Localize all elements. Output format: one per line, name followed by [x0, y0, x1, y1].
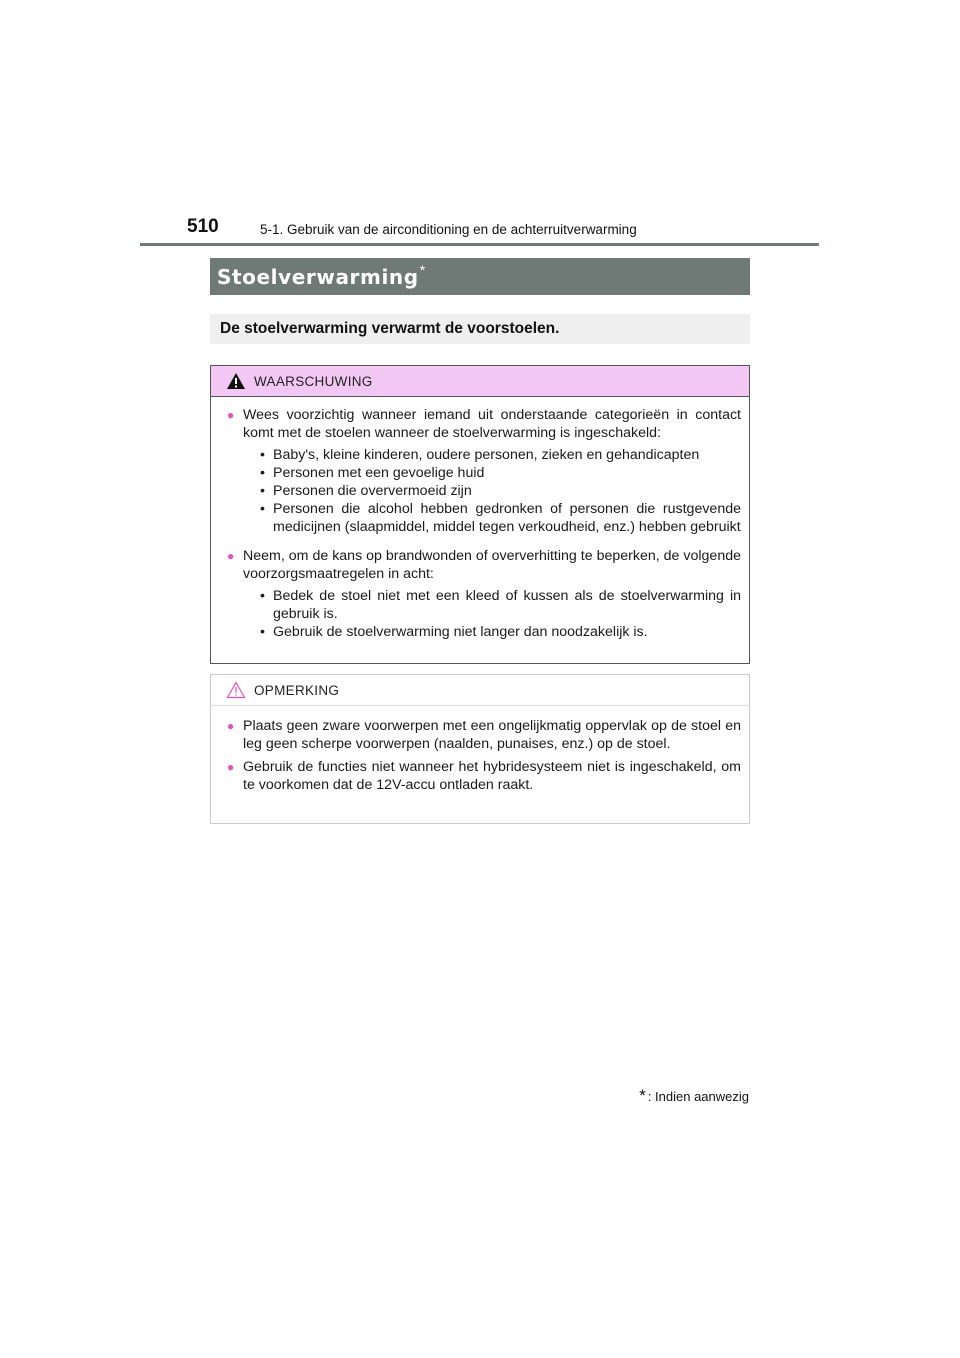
bullet-icon: ● [227, 719, 235, 733]
warning-item-text: Neem, om de kans op brandwonden of oververhitting te beperken, de volgende voorzorgsmaatregelen in acht: [243, 548, 741, 582]
list-item: • Gebruik de stoelverwarming niet langer dan noodzakelijk is. [260, 624, 648, 640]
list-item: • Personen die oververmoeid zijn [260, 483, 472, 499]
list-item: • Baby's, kleine kinderen, oudere personen, zieken en gehandicapten [260, 447, 700, 463]
list-item: • Personen die alcohol hebben gedronken of personen die rustgevende medicijnen (slaapmiddel, middel tegen verkoudheid, enz.) hebben gebruikt [260, 501, 741, 535]
intro-box [210, 314, 750, 344]
intro-text: De stoelverwarming verwarmt de voorstoelen. [220, 320, 560, 337]
note-item-text: Gebruik de functies niet wanneer het hybridesysteem niet is ingeschakeld, om te voorkomen dat de 12V-accu ontladen raakt. [243, 759, 741, 793]
warning-item [227, 406, 741, 542]
page-title-bar [210, 258, 750, 295]
footnote-text: : Indien aanwezig [647, 1088, 749, 1104]
warning-box [210, 365, 750, 664]
note-box [210, 674, 750, 824]
warning-sublist [243, 587, 741, 641]
note-body [211, 706, 749, 794]
warning-triangle-icon [226, 372, 246, 390]
note-item-text: Plaats geen zware voorwerpen met een ongelijkmatig oppervlak op de stoel en leg geen scherpe voorwerpen (naalden, punaises, enz.) op de stoel. [243, 718, 741, 752]
list-item: • Personen met een gevoelige huid [260, 465, 485, 481]
warning-item [227, 547, 741, 647]
warning-item-text: Wees voorzichtig wanneer iemand uit onderstaande categorieën in contact komt met de stoelen wanneer de stoelverwarming is ingeschakeld: [243, 407, 741, 441]
bullet-icon: ● [227, 760, 235, 774]
note-item [227, 758, 741, 794]
section-title: 5-1. Gebruik van de airconditioning en de achterruitverwarming [260, 222, 637, 237]
warning-sublist [243, 446, 741, 536]
warning-label: WAARSCHUWING [254, 373, 373, 389]
caution-outline-triangle-icon [226, 681, 246, 699]
note-label: OPMERKING [254, 682, 340, 698]
warning-header [211, 366, 749, 397]
header-rule [140, 243, 819, 246]
bullet-icon: ● [227, 549, 235, 563]
note-item [227, 717, 741, 753]
note-header [211, 675, 749, 706]
bullet-icon: ● [227, 408, 235, 422]
page-number: 510 [187, 216, 219, 237]
list-item: • Bedek de stoel niet met een kleed of kussen als de stoelverwarming in gebruik is. [260, 588, 741, 622]
page-title: Stoelverwarming [217, 264, 419, 289]
warning-body [211, 397, 749, 647]
footnote-star: * [639, 1086, 646, 1105]
title-asterisk: * [419, 262, 426, 278]
footnote [639, 1086, 749, 1106]
